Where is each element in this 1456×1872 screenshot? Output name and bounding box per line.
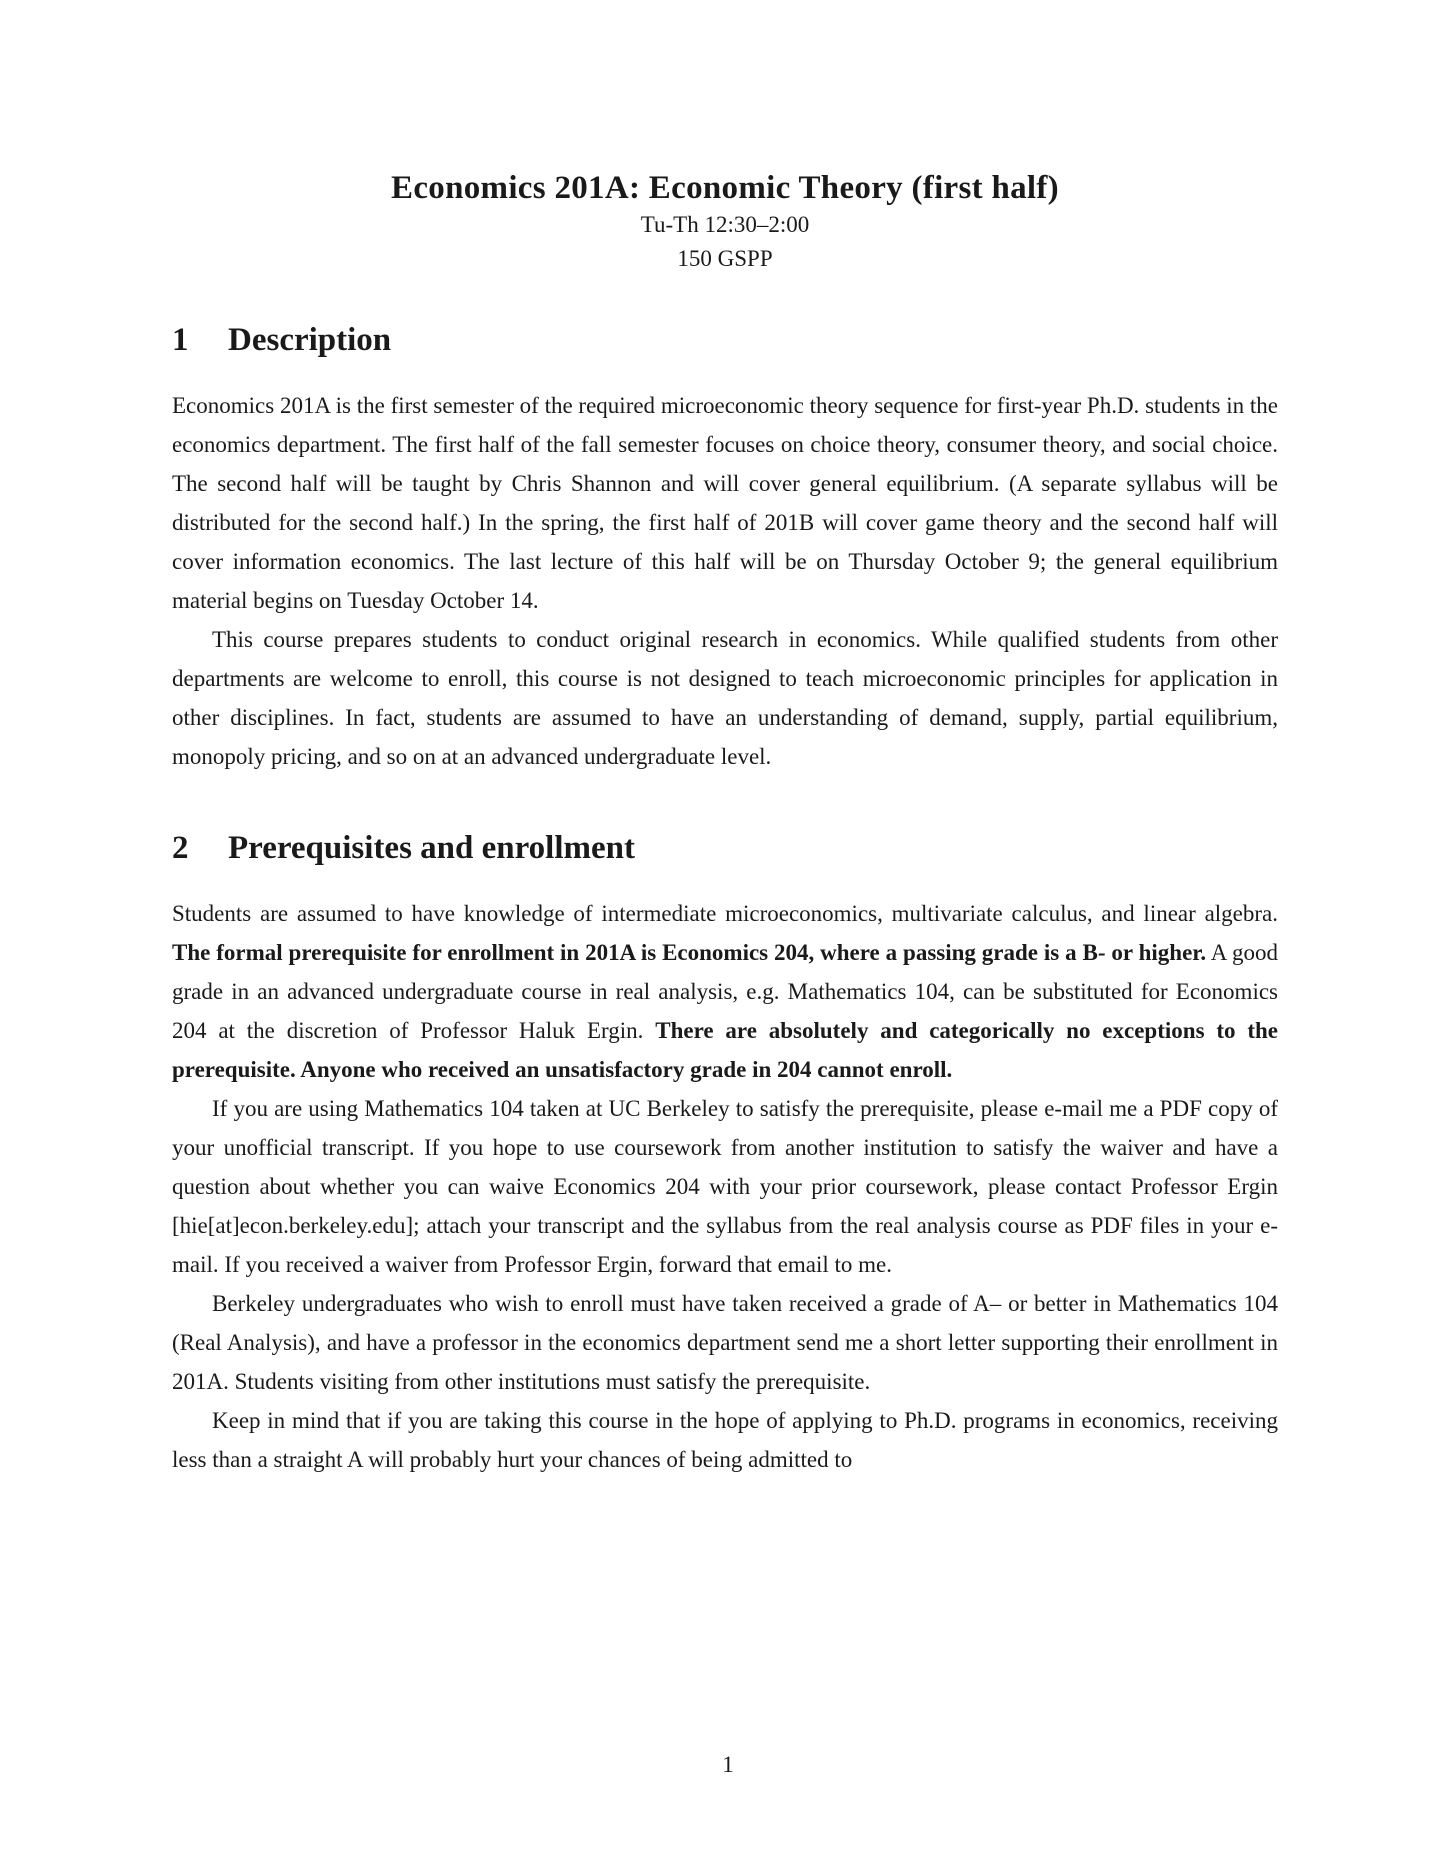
document-page [172, 168, 1278, 1479]
course-schedule: Tu-Th 12:30–2:00 [640, 212, 810, 237]
section-body-description [172, 386, 1278, 776]
course-location: 150 GSPP [677, 246, 773, 271]
paragraph: This course prepares students to conduct original research in economics. While qualified students from other departments are welcome to enroll, this course is not designed to teach microeconomic principles for application in other disciplines. In fact, students are assumed to have an understanding of demand, supply, partial equilibrium, monopoly pricing, and so on at an advanced undergraduate level. [172, 627, 1278, 769]
bold-text-run: The formal prerequisite for enrollment in 201A is Economics 204, where a passing grade is a B- or higher. [172, 940, 1207, 965]
section-title: Description [228, 322, 392, 358]
document-header [172, 168, 1278, 276]
section-number: 2 [172, 830, 189, 866]
paragraph: Berkeley undergraduates who wish to enroll must have taken received a grade of A– or better in Mathematics 104 (Real Analysis), and have a professor in the economics department send me a short letter supporting their enrollment in 201A. Students visiting from other institutions must satisfy the prerequisite. [172, 1291, 1278, 1394]
text-run: Students are assumed to have knowledge of intermediate microeconomics, multivariate calculus, and linear algebra. [172, 901, 1278, 926]
paragraph: Economics 201A is the first semester of the required microeconomic theory sequence for first-year Ph.D. students in the economics department. The first half of the fall semester focuses on choice theory, consumer theory, and social choice. The second half will be taught by Chris Shannon and will cover general equilibrium. (A separate syllabus will be distributed for the second half.) In the spring, the first half of 201B will cover game theory and the second half will cover information economics. The last lecture of this half will be on Thursday October 9; the general equilibrium material begins on Tuesday October 14. [172, 393, 1278, 613]
paragraph: Keep in mind that if you are taking this course in the hope of applying to Ph.D. programs in economics, receiving less than a straight A will probably hurt your chances of being admitted to [172, 1408, 1278, 1472]
text-run: A good grade in an advanced undergraduate course in real analysis, e.g. Mathematics 104, can be substituted for Economics 204 at the discretion of Professor Haluk Ergin. [172, 940, 1278, 1043]
section-heading-description [172, 320, 1278, 360]
paragraph: If you are using Mathematics 104 taken at UC Berkeley to satisfy the prerequisite, please e-mail me a PDF copy of your unofficial transcript. If you hope to use coursework from another institution to satisfy the waiver and have a question about whether you can waive Economics 204 with your prior coursework, please contact Professor Ergin [hie[at]econ.berkeley.edu]; attach your transcript and the syllabus from the real analysis course as PDF files in your e-mail. If you received a waiver from Professor Ergin, forward that email to me. [172, 1096, 1278, 1277]
page-number: 1 [722, 1752, 734, 1777]
section-body-prerequisites [172, 894, 1278, 1479]
section-heading-prerequisites [172, 828, 1278, 868]
document-title: Economics 201A: Economic Theory (first half) [391, 170, 1059, 206]
section-title: Prerequisites and enrollment [228, 830, 635, 866]
section-number: 1 [172, 322, 189, 358]
bold-text-run: There are absolutely and categorically no exceptions to the prerequisite. Anyone who received an unsatisfactory grade in 204 cannot enroll. [172, 1018, 1279, 1082]
paragraph [172, 894, 1278, 1089]
